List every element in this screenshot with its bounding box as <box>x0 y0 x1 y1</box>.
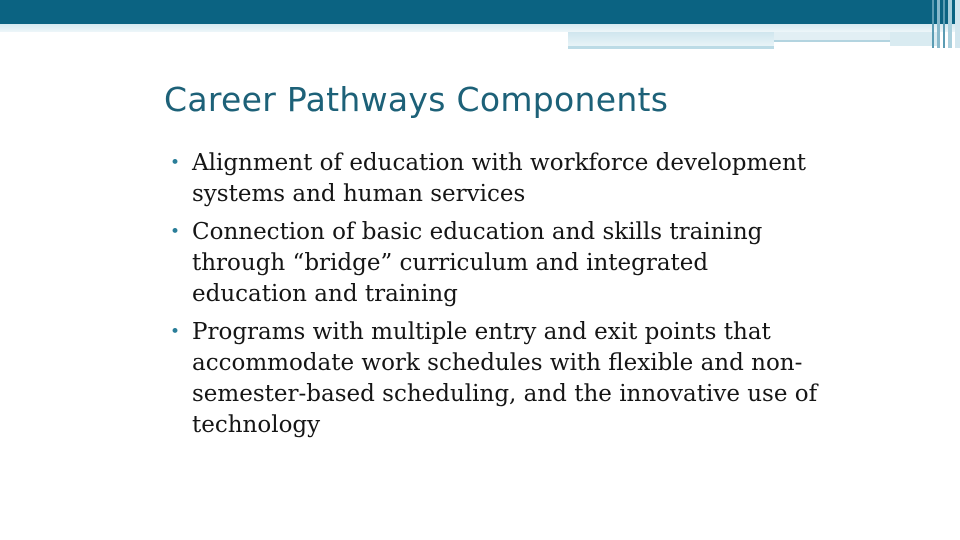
stripe <box>955 0 960 48</box>
bullet-icon: • <box>170 322 181 342</box>
bullet-list <box>164 148 824 448</box>
stripe <box>948 0 952 48</box>
header-accent-line <box>568 46 774 49</box>
header-accent-bar <box>568 32 774 46</box>
bullet-icon: • <box>170 153 181 173</box>
bullet-item <box>164 217 824 310</box>
header-stripes <box>928 0 960 48</box>
slide-title: Career Pathways Components <box>164 80 669 119</box>
bullet-text: Connection of basic education and skills training through “bridge” curriculum and integrated education and training <box>192 219 763 307</box>
stripe <box>932 0 934 48</box>
header-accent-bar-secondary <box>774 32 890 40</box>
header-band-highlight <box>0 24 960 32</box>
bullet-text: Alignment of education with workforce development systems and human services <box>192 150 807 207</box>
header-accent-line-secondary <box>774 40 890 42</box>
stripe <box>943 0 945 48</box>
bullet-text: Programs with multiple entry and exit points that accommodate work schedules with flexible and non-semester-based scheduling, and the innovative use of technology <box>192 319 818 438</box>
bullet-icon: • <box>170 222 181 242</box>
bullet-item <box>164 317 824 441</box>
stripe <box>937 0 940 48</box>
bullet-item <box>164 148 824 210</box>
header-band <box>0 0 960 24</box>
